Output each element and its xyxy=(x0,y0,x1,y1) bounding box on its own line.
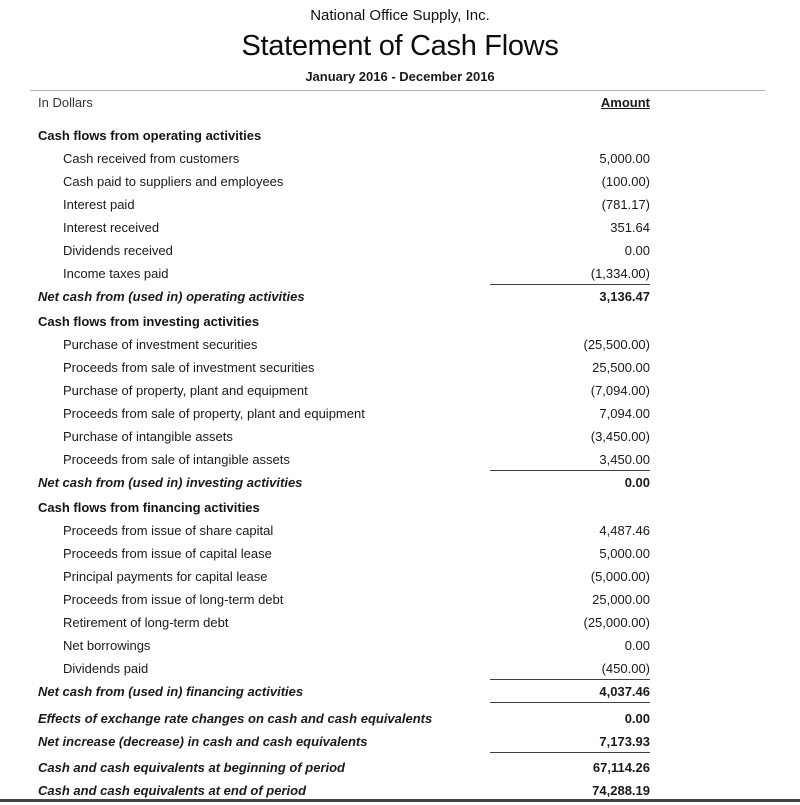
amount-column-header xyxy=(490,91,650,119)
line-item-amount: 0.00 xyxy=(624,243,650,258)
line-item-row xyxy=(30,193,765,216)
line-item-row xyxy=(30,262,765,285)
line-item-label: Cash paid to suppliers and employees xyxy=(63,174,284,189)
section-title-operating xyxy=(30,124,765,147)
line-item-amount: (1,334.00) xyxy=(490,262,650,285)
line-item-row xyxy=(30,425,765,448)
units-label: In Dollars xyxy=(38,95,93,110)
line-item-amount: (3,450.00) xyxy=(590,429,650,444)
line-item-row xyxy=(30,147,765,170)
report-title: Statement of Cash Flows xyxy=(241,30,559,62)
summary-label: Cash and cash equivalents at beginning of period xyxy=(38,760,345,775)
section-title-label: Cash flows from investing activities xyxy=(38,314,260,329)
line-item-amount: 25,500.00 xyxy=(592,360,650,375)
report-period: January 2016 - December 2016 xyxy=(305,69,495,84)
line-item-amount: (25,000.00) xyxy=(583,615,650,630)
line-item-amount: (781.17) xyxy=(601,197,650,212)
section-title-label: Cash flows from operating activities xyxy=(38,128,262,143)
line-item-row xyxy=(30,170,765,193)
line-item-row xyxy=(30,657,765,680)
section-title-investing xyxy=(30,310,765,333)
total-label: Net cash from (used in) operating activities xyxy=(38,289,305,304)
line-item-amount: 3,450.00 xyxy=(490,448,650,471)
line-item-row xyxy=(30,356,765,379)
line-item-row xyxy=(30,588,765,611)
line-item-amount: (25,500.00) xyxy=(583,337,650,352)
summary-label: Net increase (decrease) in cash and cash equivalents xyxy=(38,734,368,749)
total-amount: 0.00 xyxy=(624,475,650,490)
line-item-amount: 4,487.46 xyxy=(599,523,650,538)
line-item-row xyxy=(30,448,765,471)
line-item-label: Income taxes paid xyxy=(63,266,169,281)
line-item-row xyxy=(30,402,765,425)
line-item-row xyxy=(30,634,765,657)
line-item-amount: (100.00) xyxy=(601,174,650,189)
net-financing-total-row xyxy=(30,680,765,703)
line-item-label: Purchase of intangible assets xyxy=(63,429,233,444)
amount-column-header-text: Amount xyxy=(600,95,650,110)
line-item-label: Net borrowings xyxy=(63,638,151,653)
line-item-row xyxy=(30,519,765,542)
line-item-label: Retirement of long-term debt xyxy=(63,615,229,630)
line-item-label: Dividends paid xyxy=(63,661,149,676)
summary-amount: 0.00 xyxy=(624,711,650,726)
line-item-amount: 5,000.00 xyxy=(599,546,650,561)
total-amount: 3,136.47 xyxy=(599,289,650,304)
summary-amount: 7,173.93 xyxy=(490,730,650,753)
line-item-amount: (7,094.00) xyxy=(590,383,650,398)
line-item-label: Interest paid xyxy=(63,197,135,212)
line-item-label: Purchase of property, plant and equipment xyxy=(63,383,308,398)
line-item-label: Proceeds from sale of intangible assets xyxy=(63,452,290,467)
line-item-row xyxy=(30,379,765,402)
net-increase-row xyxy=(30,730,765,753)
line-item-amount: 351.64 xyxy=(610,220,650,235)
cash-beginning-row xyxy=(30,756,765,779)
line-item-label: Proceeds from issue of long-term debt xyxy=(63,592,284,607)
page-bottom-edge xyxy=(0,799,800,802)
summary-amount: 67,114.26 xyxy=(592,760,650,775)
line-item-label: Principal payments for capital lease xyxy=(63,569,268,584)
line-item-amount: (450.00) xyxy=(490,657,650,680)
line-item-label: Interest received xyxy=(63,220,160,235)
total-label: Net cash from (used in) financing activities xyxy=(38,684,304,699)
line-item-amount: (5,000.00) xyxy=(590,569,650,584)
total-label: Net cash from (used in) investing activities xyxy=(38,475,303,490)
line-item-row xyxy=(30,239,765,262)
line-item-row xyxy=(30,216,765,239)
section-title-label: Cash flows from financing activities xyxy=(38,500,260,515)
line-item-amount: 7,094.00 xyxy=(599,406,650,421)
total-amount: 4,037.46 xyxy=(490,680,650,703)
exchange-rate-effects-row xyxy=(30,707,765,730)
summary-label: Effects of exchange rate changes on cash and cash equivalents xyxy=(38,711,433,726)
line-item-row xyxy=(30,565,765,588)
line-item-label: Purchase of investment securities xyxy=(63,337,258,352)
net-operating-total-row xyxy=(30,285,765,308)
section-title-financing xyxy=(30,496,765,519)
line-item-row xyxy=(30,611,765,634)
line-item-label: Proceeds from sale of property, plant and equipment xyxy=(63,406,365,421)
summary-amount: 74,288.19 xyxy=(592,783,650,798)
line-item-label: Cash received from customers xyxy=(63,151,240,166)
company-name: National Office Supply, Inc. xyxy=(310,7,490,24)
line-item-amount: 5,000.00 xyxy=(599,151,650,166)
report-body xyxy=(30,90,765,802)
line-item-label: Proceeds from sale of investment securities xyxy=(63,360,315,375)
line-item-row xyxy=(30,333,765,356)
summary-label: Cash and cash equivalents at end of period xyxy=(38,783,307,798)
line-item-label: Dividends received xyxy=(63,243,173,258)
line-item-label: Proceeds from issue of share capital xyxy=(63,523,274,538)
column-header-row xyxy=(30,91,765,119)
net-investing-total-row xyxy=(30,471,765,494)
line-item-label: Proceeds from issue of capital lease xyxy=(63,546,272,561)
line-item-amount: 25,000.00 xyxy=(592,592,650,607)
report-header xyxy=(0,0,800,84)
line-item-row xyxy=(30,542,765,565)
line-item-amount: 0.00 xyxy=(624,638,650,653)
